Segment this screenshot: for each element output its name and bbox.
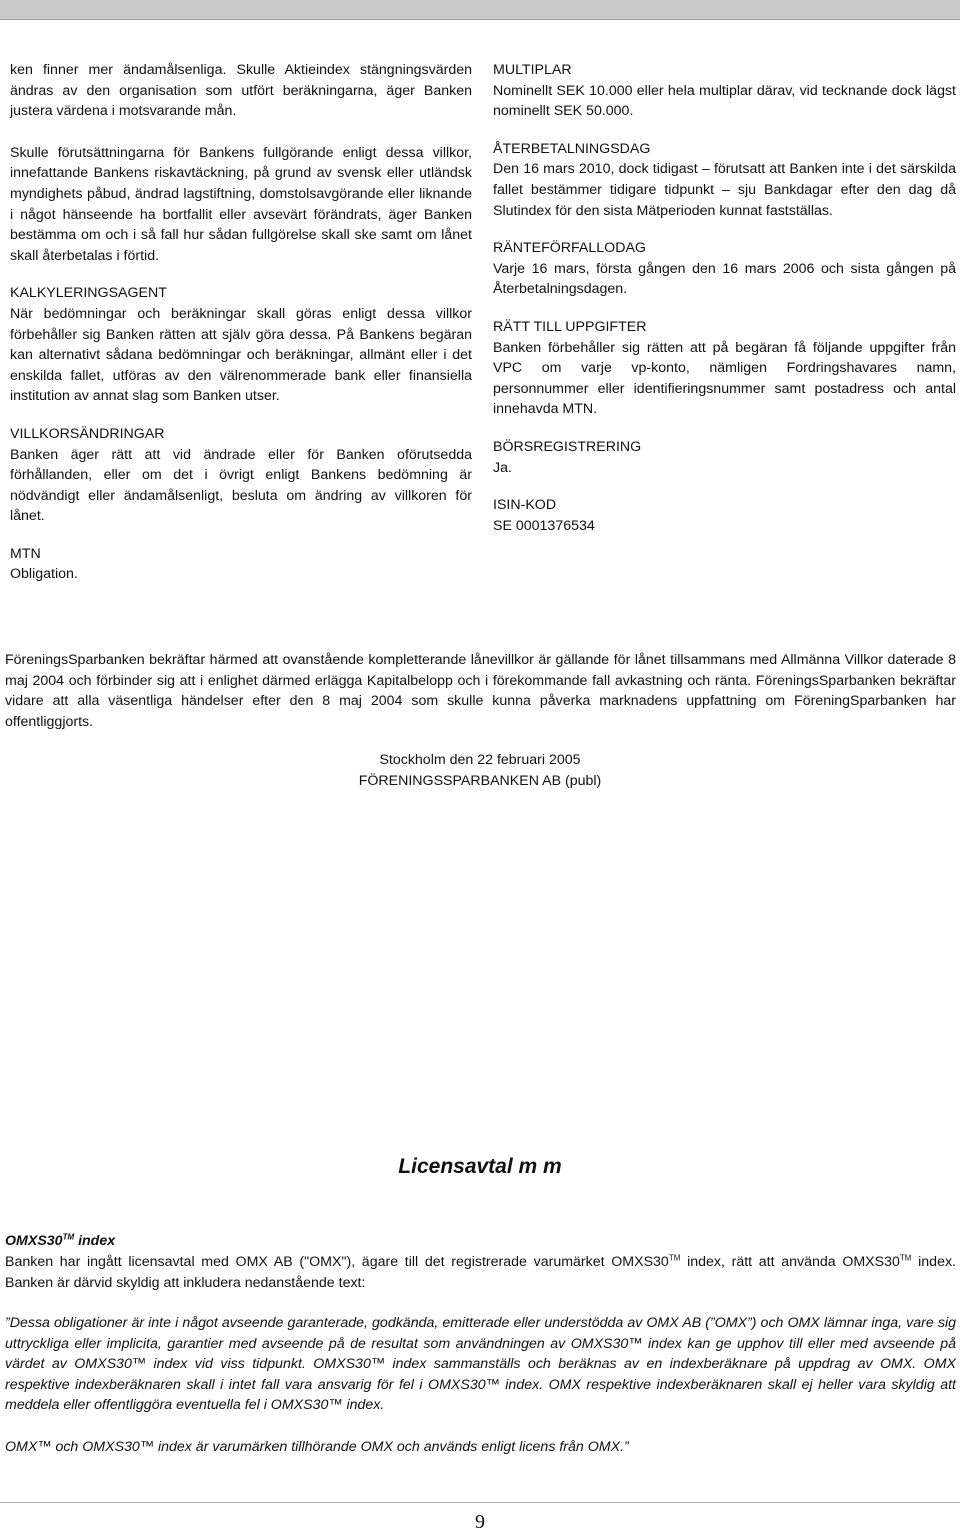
omxs30-index-heading [5,1231,115,1252]
top-header-rule [0,19,960,20]
kalkyleringsagent-heading: KALKYLERINGSAGENT [10,285,167,302]
section-aterbetalningsdag [493,139,956,221]
section-mtn [10,544,472,585]
section-kalkyleringsagent [10,283,472,407]
section-conditions [10,143,472,267]
conditions-paragraph: Skulle förutsättningarna för Bankens fullgörande enligt dessa villkor, innefattande Bankens riskavtäckning, på grund av svensk eller utländsk myndighets påbud, ändrad lagstiftning, domstolsavgörande eller liknande i något hänseende ha bortfallit eller avsevärt förändrats, äger Banken bestämma om och i så fall hur sådan fullgörelse skall ske samt om lånet skall återbetalas i förtid. [10,144,472,264]
intro-paragraph: ken finner mer ändamålsenliga. Skulle Aktieindex stängningsvärden ändras av den organisation som utfört beräkningarna, äger Banken justera värdena i motsvarande mån. [10,62,472,120]
aterbetalningsdag-heading: ÅTERBETALNINGSDAG [493,140,651,157]
license-intro-part1: Banken har ingått licensavtal med OMX AB ("OMX"), ägare till det registrerade varumärket OMXS30 [5,1254,669,1270]
multiplar-heading: MULTIPLAR [493,62,572,78]
section-multiplar [493,60,956,122]
section-ratt-till-uppgifter [493,317,956,420]
ratt-till-uppgifter-heading: RÄTT TILL UPPGIFTER [493,318,647,335]
place-date: Stockholm den 22 februari 2005 [379,752,581,768]
company-name: FÖRENINGSSPARBANKEN AB (publ) [358,773,602,789]
top-header-bar [0,0,960,19]
mtn-text: Obligation. [10,566,78,583]
right-column [493,60,956,553]
borsregistrering-text: Ja. [493,459,512,476]
signature-block [0,750,960,792]
tm-mark: TM [668,1253,681,1263]
index-word: index [78,1233,116,1249]
isin-kod-heading: ISIN-KOD [493,497,557,514]
ratt-till-uppgifter-text: Banken förbehåller sig rätten att på begäran få följande uppgifter från VPC om varje vp-konto, nämligen Fordringshavares namn, personnummer eller identifieringsnummer samt postadress och antal innehavda MTN. [493,339,956,418]
kalkyleringsagent-text: När bedömningar och beräkningar skall göras enligt dessa villkor förbehåller sig Banken rätten att själv göra dessa. På Bankens begäran kan alternativt sådana bedömningar och beräkningar, allmänt eller i det enskilda fallet, utföras av den välrenommerade bank eller finansiella institution av annat slag som Banken utser. [10,305,472,405]
section-isin-kod [493,495,956,536]
left-column [10,60,472,602]
borsregistrering-heading: BÖRSREGISTRERING [493,438,642,455]
license-intro-paragraph [5,1252,956,1293]
isin-kod-text: SE 0001376534 [493,517,595,534]
section-borsregistrering [493,437,956,478]
villkorsandringar-heading: VILLKORSÄNDRINGAR [10,425,165,442]
license-title: Licensavtal m m [398,1155,562,1178]
license-intro-part3: index. Banken är därvid skyldig att inkludera nedanstående text: [5,1254,956,1291]
license-quote-paragraph: ”Dessa obligationer är inte i något avseende garanterade, godkända, emitterade eller understödda av OMX AB (”OMX”) och OMX lämnar inga, vare sig uttryckliga eller implicita, garantier med avseende på de resultat som användningen av OMXS30™ index kan ge upphov till eller med avseende på värdet av OMXS30™ index vid viss tidpunkt. OMXS30™ index sammanställs och beräknas av en indexberäknare på uppdrag av OMX. OMX respektive indexberäknaren skall i intet fall vara ansvarig för fel i OMXS30™ index. OMX respektive indexberäknaren skall ej heller vara skyldig att meddela eller offentliggöra eventuella fel i OMXS30™ index. [5,1315,956,1414]
section-villkorsandringar [10,424,472,527]
ranteforfallodag-heading: RÄNTEFÖRFALLODAG [493,240,646,257]
tm-mark: TM [62,1232,75,1242]
confirmation-paragraph: FöreningsSparbanken bekräftar härmed att ovanstående kompletterande lånevillkor är gällande för lånet tillsammans med Allmänna Villkor daterade 8 maj 2004 och förbinder sig att i enlighet därmed erlägga Kapitalbelopp och i förekommande fall avkastning och ränta. FöreningsSparbanken bekräftar vidare att alla väsentliga händelser efter den 8 maj 2004 som skulle kunna påverka marknadens uppfattning om FöreningSparbanken har offentliggjorts. [5,652,956,730]
mtn-heading: MTN [10,545,41,562]
tm-mark: TM [899,1253,912,1263]
multiplar-text: Nominellt SEK 10.000 eller hela multiplar därav, vid tecknande dock lägst nominellt SEK 50.000. [493,82,956,120]
trademark-note: OMX™ och OMXS30™ index är varumärken tillhörande OMX och används enligt licens från OMX.” [5,1439,629,1455]
omxs30-name: OMXS30 [5,1233,63,1249]
footer-rule [0,1502,960,1503]
villkorsandringar-text: Banken äger rätt att vid ändrade eller för Banken oförutsedda förhållanden, eller om det i övrigt enligt Bankens bedömning är nödvändigt eller ändamålsenligt, besluta om ändring av villkoren för lånet. [10,446,472,525]
aterbetalningsdag-text: Den 16 mars 2010, dock tidigast – förutsatt att Banken inte i det särskilda fallet bestämmer tidigare tidpunkt – sju Bankdagar efter den dag då Slutindex för den sista Mätperioden kunnat fastställas. [493,161,956,219]
page-number: 9 [475,1511,485,1533]
ranteforfallodag-text: Varje 16 mars, första gången den 16 mars 2006 och sista gången på Återbetalningsdagen. [493,260,956,298]
license-intro-part2: index, rätt att använda OMXS30 [687,1254,900,1270]
section-intro [10,60,472,122]
section-ranteforfallodag [493,238,956,300]
